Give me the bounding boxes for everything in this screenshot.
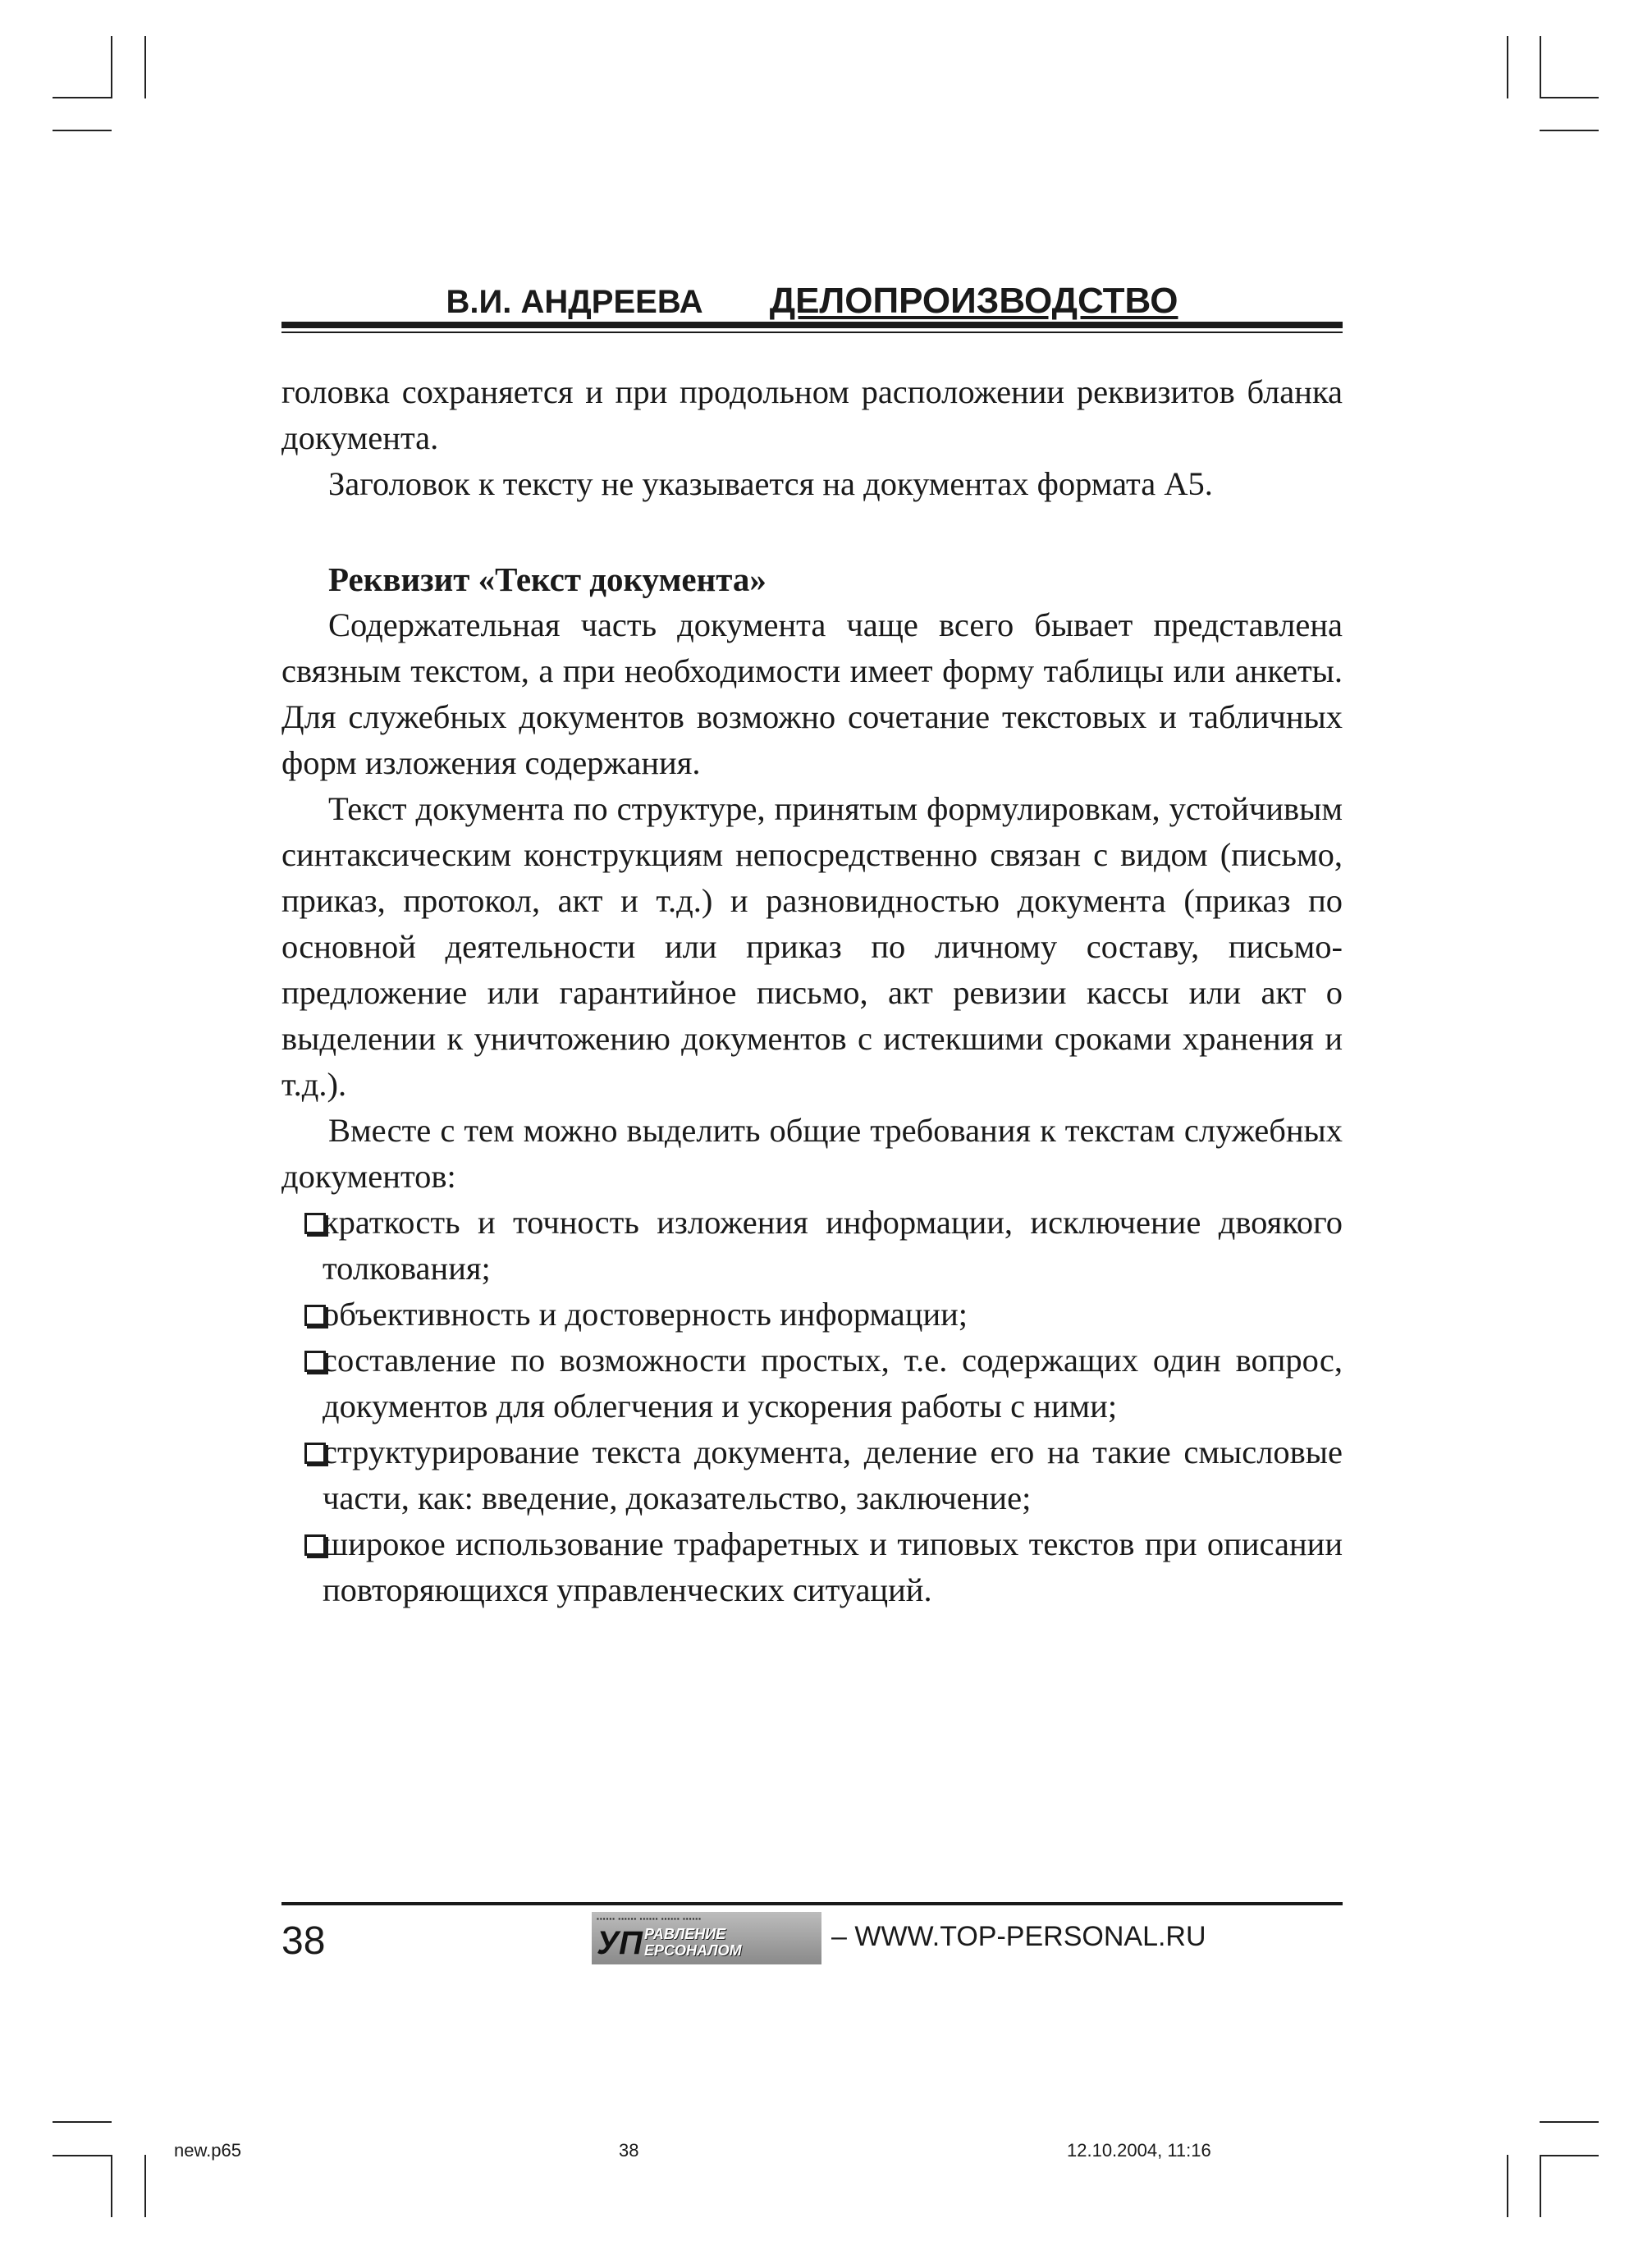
list-item-text: краткость и точность изложения информации, исключение двоякого толкования; <box>323 1204 1343 1287</box>
paragraph: Текст документа по структуре, принятым формулировкам, устойчивым синтаксическим конструкциям непосредственно связан с видом (письмо, приказ, протокол, акт и т.д.) и разновидностью документа (приказ по основной деятельности или приказ по личному составу, письмо-предложение или гарантийное письмо, акт ревизии кассы или акт о выделении к уничтожению документов с истекшими сроками хранения и т.д.). <box>281 790 1343 1103</box>
crop-mark <box>1540 97 1599 98</box>
paragraph: головка сохраняется и при продольном расположении реквизитов бланка документа. <box>281 373 1343 456</box>
list-item <box>281 1429 1343 1521</box>
crop-mark <box>1540 2155 1541 2217</box>
checkbox-bullet-icon <box>304 1351 326 1372</box>
footer-url: – WWW.TOP-PERSONAL.RU <box>831 1921 1206 1952</box>
list-item-text: составление по возможности простых, т.е. содержащих один вопрос, документов для облегчения и ускорения работы с ними; <box>323 1342 1343 1425</box>
crop-mark <box>111 36 112 98</box>
running-header <box>281 281 1343 338</box>
crop-mark <box>144 2155 146 2217</box>
slug-page: 38 <box>619 2140 639 2161</box>
header-rule <box>281 322 1343 328</box>
crop-mark <box>1540 2155 1599 2156</box>
paragraph: Вместе с тем можно выделить общие требования к текстам служебных документов: <box>281 1112 1343 1195</box>
header-title: ДЕЛОПРОИЗВОДСТВО <box>769 281 1178 321</box>
crop-mark <box>53 130 112 131</box>
checkbox-bullet-icon <box>304 1213 326 1234</box>
crop-mark <box>1540 130 1599 131</box>
list-item <box>281 1292 1343 1338</box>
publisher-logo <box>592 1912 821 1964</box>
crop-mark <box>53 2155 112 2156</box>
logo-decoration: ▪▪▪▪▪▪ ▪▪▪▪▪▪ ▪▪▪▪▪▪ ▪▪▪▪▪▪ ▪▪▪▪▪▪ <box>597 1915 702 1923</box>
section-heading: Реквизит «Текст документа» <box>328 560 767 598</box>
crop-mark <box>53 2121 112 2123</box>
logo-mark: УП <box>597 1925 643 1961</box>
crop-mark <box>1540 36 1541 98</box>
footer-rule <box>281 1902 1343 1905</box>
list-item <box>281 1200 1343 1292</box>
list-item-text: объективность и достоверность информации; <box>323 1296 968 1333</box>
logo-text: ЕРСОНАЛОМ <box>644 1942 742 1959</box>
checkbox-bullet-icon <box>304 1443 326 1464</box>
page-body <box>281 369 1343 1613</box>
requirements-list <box>281 1200 1343 1613</box>
slug-datetime: 12.10.2004, 11:16 <box>1067 2140 1211 2161</box>
slug-filename: new.p65 <box>174 2140 241 2161</box>
crop-mark <box>53 97 112 98</box>
crop-mark <box>111 2155 112 2217</box>
page-footer <box>281 1902 1343 1976</box>
paragraph: Заголовок к тексту не указывается на документах формата А5. <box>328 465 1213 502</box>
logo-text: РАВЛЕНИЕ <box>644 1926 726 1942</box>
checkbox-bullet-icon <box>304 1305 326 1326</box>
checkbox-bullet-icon <box>304 1534 326 1556</box>
header-author: В.И. АНДРЕЕВА <box>446 284 703 320</box>
crop-mark <box>144 36 146 98</box>
list-item-text: структурирование текста документа, деление его на такие смысловые части, как: введение, доказательство, заключение; <box>323 1434 1343 1516</box>
header-rule <box>281 332 1343 333</box>
crop-mark <box>1540 2121 1599 2123</box>
paragraph: Содержательная часть документа чаще всего бывает представлена связным текстом, а при необходимости имеет форму таблицы или анкеты. Для служебных документов возможно сочетание текстовых и табличных форм изложения содержания. <box>281 606 1343 781</box>
list-item <box>281 1338 1343 1429</box>
list-item-text: широкое использование трафаретных и типовых текстов при описании повторяющихся управленческих ситуаций. <box>323 1525 1343 1608</box>
page-number: 38 <box>281 1919 326 1963</box>
crop-mark <box>1507 2155 1508 2217</box>
crop-mark <box>1507 36 1508 98</box>
list-item <box>281 1521 1343 1613</box>
